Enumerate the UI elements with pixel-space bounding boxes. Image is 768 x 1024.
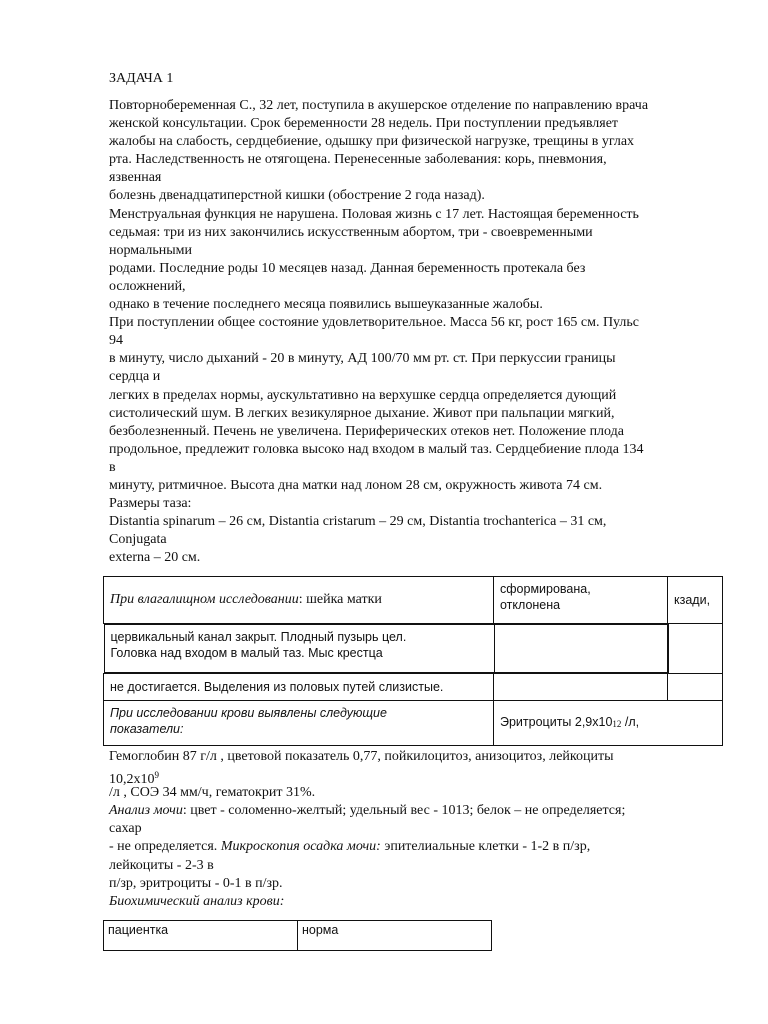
text-line: Повторнобеременная С., 32 лет, поступила в акушерское отделение по направлению врача [109,98,649,113]
cell-text: кзади, [674,593,711,607]
cell-text: сформирована, [500,582,591,596]
cell-text: При исследовании крови выявлены следующие [110,706,387,720]
table-cell [668,624,723,674]
text-line: Размеры таза: [109,496,192,512]
text-line: Менструальная функция не нарушена. Половая жизнь с 17 лет. Настоящая беременность [109,206,639,222]
table-row [104,921,492,951]
text-line: язвенная [109,170,162,186]
text-line: седьмая: три из них закончились искусственным абортом, три - своевременными [109,224,593,240]
text-line: При поступлении общее состояние удовлетворительное. Масса 56 кг, рост 165 см. Пульс [109,315,640,331]
text-line: в [109,459,116,475]
table-row [104,674,723,701]
text-line: 94 [109,333,123,349]
table-cell [668,674,723,701]
text-line: externa – 20 см. [109,550,201,566]
text-fragment: 10,2х10 [109,772,155,788]
text-line: Distantia spinarum – 26 см, Distantia cristarum – 29 см, Distantia trochanterica – 31 см, [109,514,607,530]
exam-table [103,576,723,746]
table-cell [104,625,494,673]
cell-text: не достигается. Выделения из половых путей слизистые. [110,680,444,694]
text-line [109,838,729,856]
text-line [109,802,729,820]
italic-label: Микроскопия осадка мочи: [220,839,381,855]
table-row [104,701,723,746]
cell-text: Эритроциты 2,9х10 [500,714,613,729]
text-line: в минуту, число дыханий - 20 в минуту, АД 100/70 мм рт. ст. При перкуссии границы [109,351,616,367]
exponent: 9 [154,770,159,781]
text-line: женской консультации. Срок беременности 28 недель. При поступлении предъявляет [109,116,619,132]
text-line: Conjugata [109,532,167,548]
table-header-patient: пациентка [104,921,298,951]
text-line: однако в течение последнего месяца появились вышеуказанные жалобы. [109,297,543,313]
cell-text: цервикальный канал закрыт. Плодный пузырь цел. [110,630,407,644]
text-line: сердца и [109,369,161,385]
case-description [109,97,729,567]
text-line: родами. Последние роды 10 месяцев назад. Данная беременность протекала без [109,260,586,276]
text-line: /л , СОЭ 34 мм/ч, гематокрит 31%. [109,785,316,801]
text-line: болезнь двенадцатиперстной кишки (обострение 2 года назад). [109,188,485,204]
text-line: жалобы на слабость, сердцебиение, одышку при физической нагрузке, трещины в углах [109,134,635,150]
text-fragment: - не определяется. [109,839,221,855]
text-line: рта. Наследственность не отягощена. Перенесенные заболевания: корь, пневмония, [109,152,607,168]
table-cell [104,577,494,624]
cell-text: : шейка матки [298,592,382,607]
table-cell [494,674,668,701]
text-line: п/зр, эритроциты - 0-1 в п/зр. [109,875,283,891]
cell-text: /л, [621,714,640,729]
text-line: лейкоциты - 2-3 в [109,857,214,873]
text-line: безболезненный. Печень не увеличена. Периферических отеков нет. Положение плода [109,423,624,439]
table-row [104,577,723,624]
cell-text: Головка над входом в малый таз. Мыс крестца [110,646,383,660]
biochem-table [103,920,492,951]
text-line [109,766,729,788]
text-line: систолический шум. В легких везикулярное дыхание. Живот при пальпации мягкий, [109,405,615,421]
text-line: продольное, предлежит головка высоко над входом в малый таз. Сердцебиение плода 134 [109,441,644,457]
table-cell [104,701,494,746]
text-fragment: эпителиальные клетки - 1-2 в п/зр, [380,839,591,855]
text-line: легких в пределах нормы, аускультативно на верхушке сердца определяется дующий [109,387,617,403]
italic-label: При влагалищном исследовании [110,592,299,607]
text-line: Биохимический анализ крови: [109,893,285,909]
table-row [104,624,723,674]
task-title: ЗАДАЧА 1 [109,71,174,86]
text-line: сахар [109,821,142,837]
table-cell [494,701,723,746]
exponent: 12 [612,718,622,729]
cell-text: показатели: [110,722,184,736]
italic-label: Анализ мочи [109,803,183,819]
table-cell [494,625,668,673]
text-fragment: : цвет - соломенно-желтый; удельный вес - 1013; белок – не определяется; [182,803,626,819]
table-cell [668,577,723,624]
lab-results [109,748,729,911]
text-line: нормальными [109,242,193,258]
text-line: Гемоглобин 87 г/л , цветовой показатель 0,77, пойкилоцитоз, анизоцитоз, лейкоциты [109,749,614,764]
text-line: осложнений, [109,278,186,294]
table-cell [104,674,494,701]
cell-text: отклонена [500,598,561,612]
table-header-norm: норма [298,921,492,951]
text-line: минуту, ритмичное. Высота дна матки над лоном 28 см, окружность живота 74 см. [109,477,603,493]
table-cell [494,577,668,624]
